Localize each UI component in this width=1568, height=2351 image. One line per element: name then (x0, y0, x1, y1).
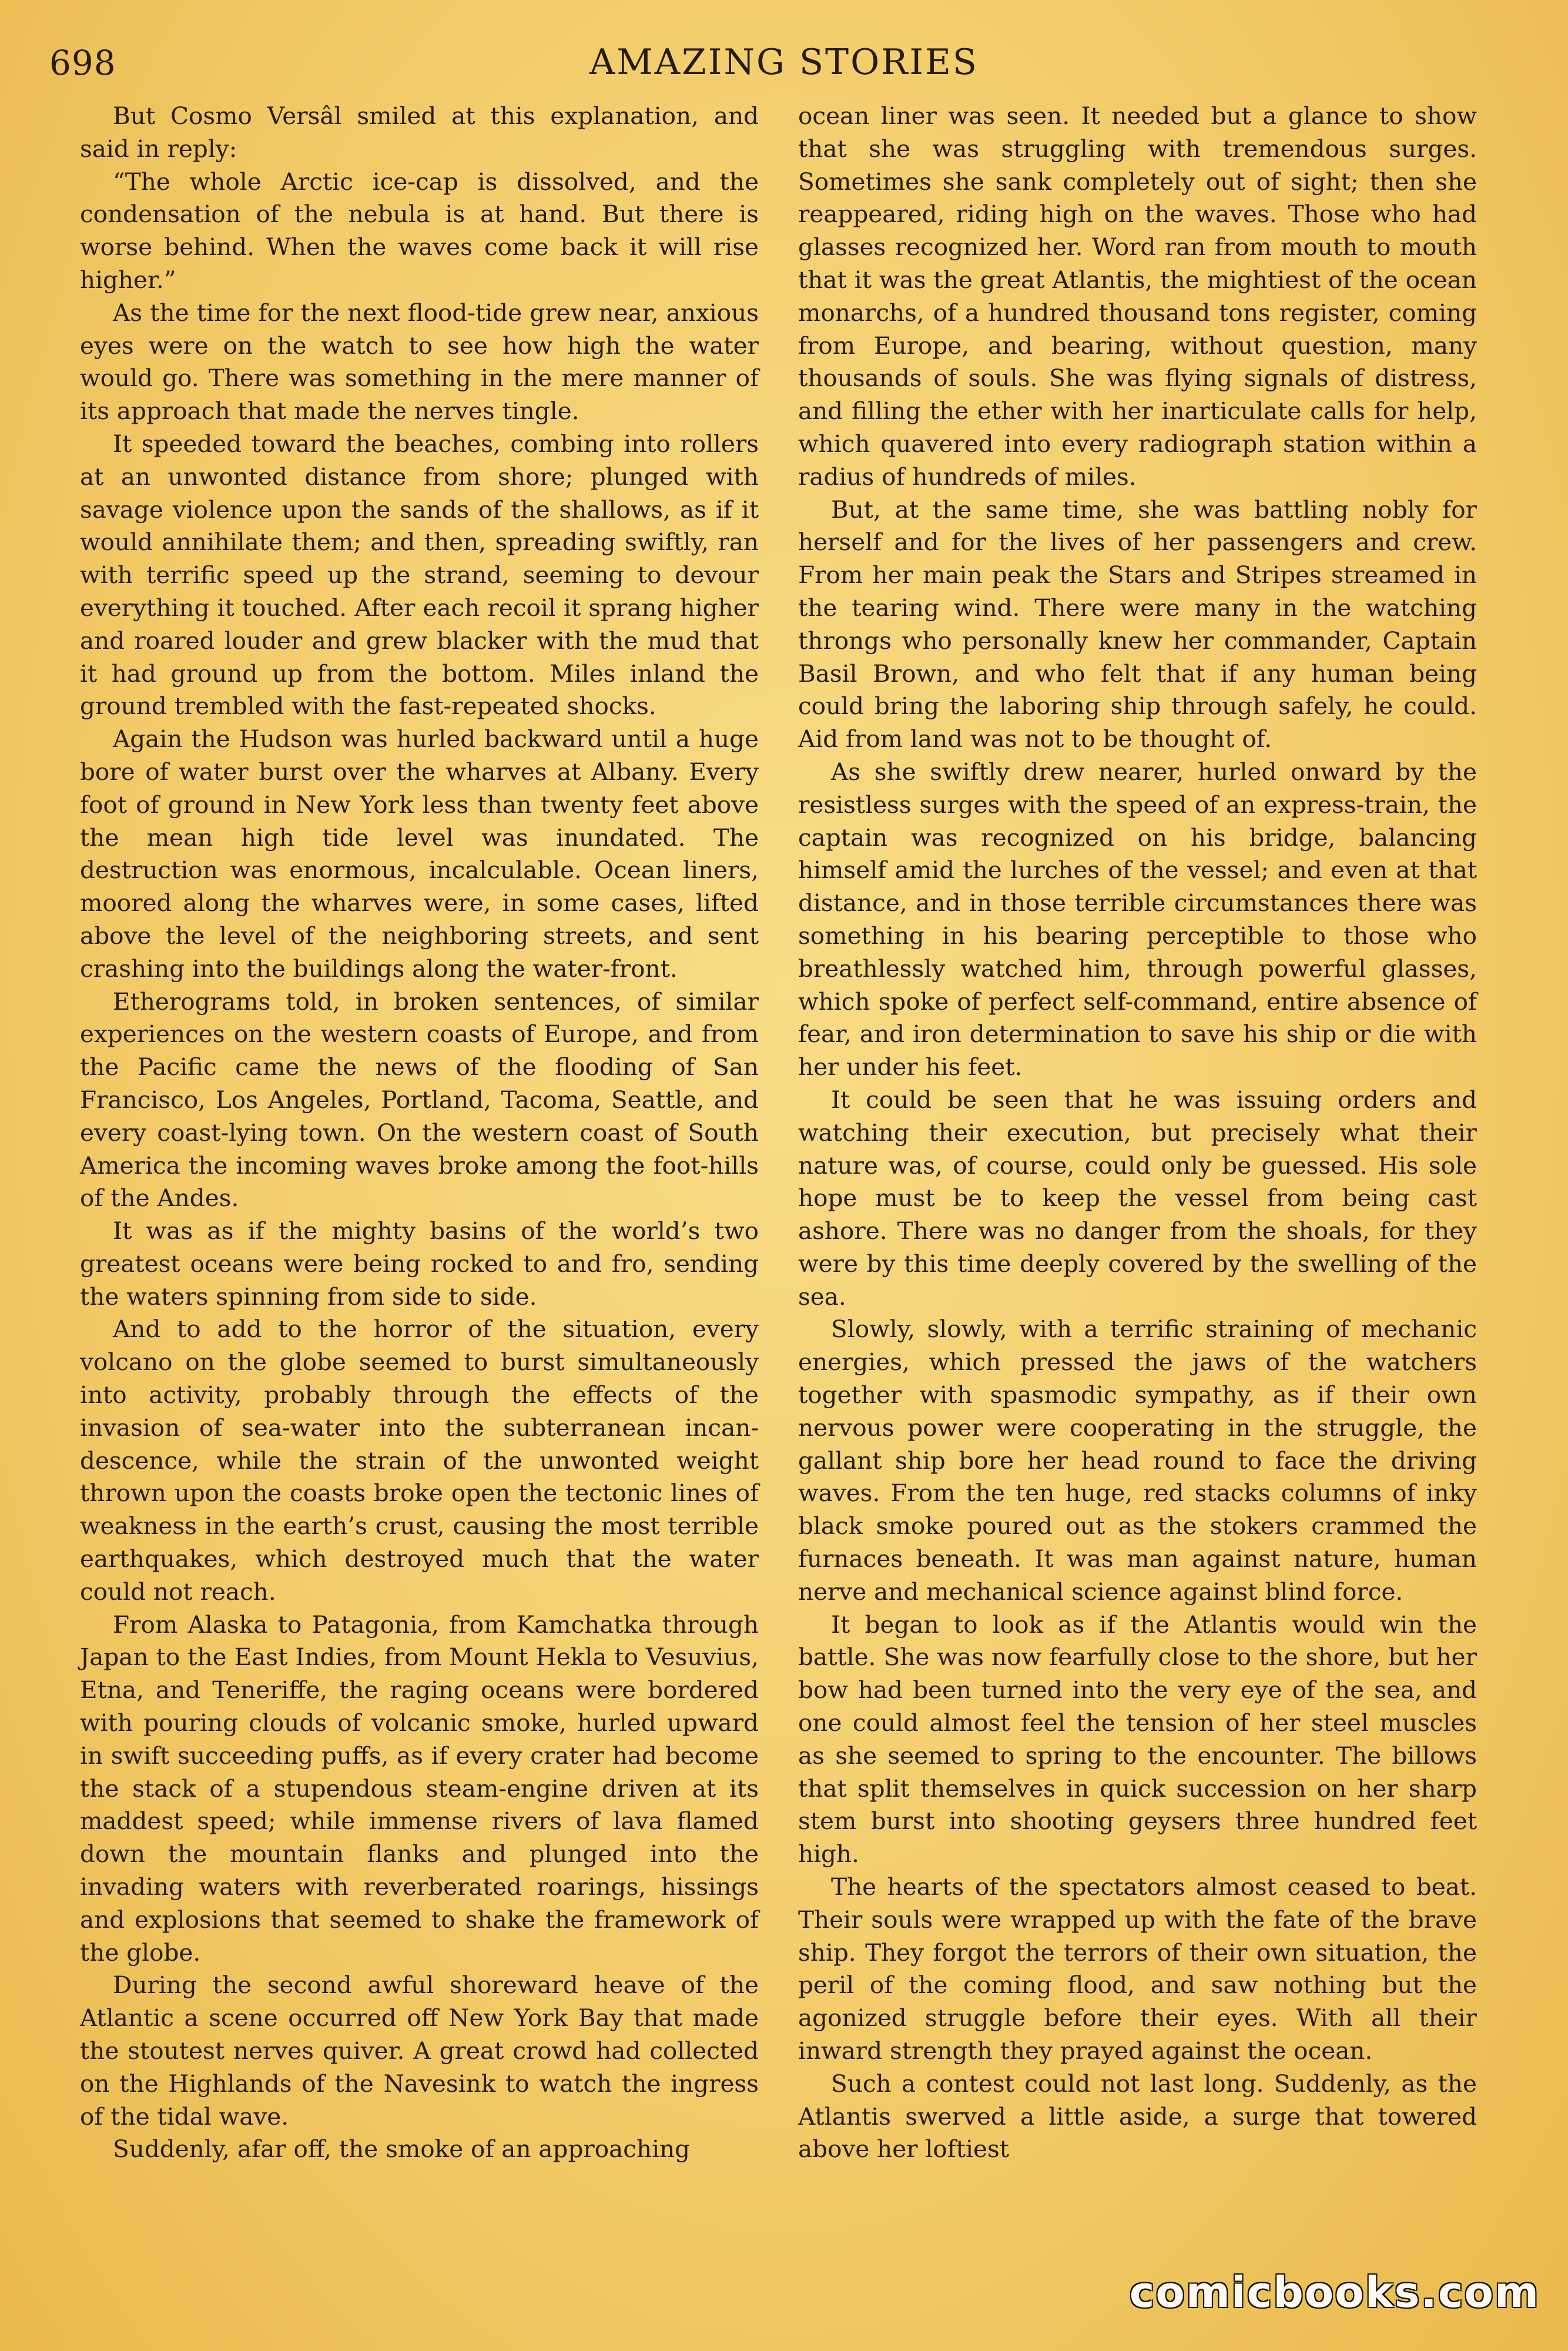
paragraph: Again the Hudson was hurled backward until a huge bore of water burst over the wharves at Albany. Every foot of ground in New York less than twenty feet above the mean high tide level was inundated. The destruction was enormous, incalculable. Ocean liners, moored along the wharves were, in some cases, lifted above the level of the neighboring streets, and sent crashing into the buildings along the water-front. (80, 725, 759, 983)
paragraph: Etherograms told, in broken sentences, of similar experiences on the western coasts of Europe, and from the Pacific came the news of the flooding of San Francisco, Los Angeles, Portland, Tacoma, Seattle, and every coast-lying town. On the western coast of South America the incoming waves broke among the foot-hills of the Andes. (80, 987, 759, 1213)
paragraph: As the time for the next flood-tide grew near, anxious eyes were on the watch to see how high the water would go. There was something in the mere manner of its approach that made the nerves tingle. (80, 298, 759, 426)
paragraph: It could be seen that he was issuing orders and watching their execution, but precisely what their nature was, of course, could only be guessed. His sole hope must be to keep the vessel from being cast ashore. There was no danger from the shoals, for they were by this time deeply covered by the swelling of the sea. (798, 1085, 1477, 1311)
page-number: 698 (49, 43, 116, 83)
right-column (798, 100, 1477, 2166)
running-head: AMAZING STORIES (589, 42, 979, 83)
left-column (80, 100, 759, 2166)
paragraph: It speeded toward the beaches, combing into rollers at an unwonted distance from shore; plunged with savage violence upon the sands of the shallows, as if it would annihilate them; and then, spreading swiftly, ran with terrific speed up the strand, seeming to devour everything it touched. After each recoil it sprang higher and roared louder and grew blacker with the mud that it had ground up from the bottom. Miles inland the ground trembled with the fast-repeated shocks. (80, 429, 759, 721)
paragraph: But, at the same time, she was battling nobly for herself and for the lives of her passengers and crew. From her main peak the Stars and Stripes streamed in the tearing wind. There were many in the watching throngs who personally knew her commander, Captain Basil Brown, and who felt that if any human being could bring the laboring ship through safely, he could. Aid from land was not to be thought of. (798, 495, 1477, 753)
paragraph: The hearts of the spectators almost ceased to beat. Their souls were wrapped up with the fate of the brave ship. They forgot the terrors of their own situation, the peril of the coming flood, and saw nothing but the agonized struggle before their eyes. With all their inward strength they prayed against the ocean. (798, 1873, 1477, 2065)
paragraph: As she swiftly drew nearer, hurled onward by the resistless surges with the speed of an express-train, the captain was recognized on his bridge, balancing himself amid the lurches of the vessel; and even at that distance, and in those terrible circumstances there was something in his bearing perceptible to those who breathlessly watched him, through powerful glasses, which spoke of perfect self-command, entire absence of fear, and iron determination to save his ship or die with her under his feet. (798, 757, 1477, 1081)
paragraph: Suddenly, afar off, the smoke of an approaching (113, 2135, 691, 2164)
paragraph: Slowly, slowly, with a terrific straining of mechanic energies, which pressed the jaws of the watchers together with spasmodic sympathy, as if their own nervous power were cooperating in the struggle, the gallant ship bore her head round to face the driving waves. From the ten huge, red stacks columns of inky black smoke poured out as the stokers crammed the furnaces beneath. It was man against nature, human nerve and mechanical science against blind force. (798, 1315, 1477, 1606)
paragraph: And to add to the horror of the situation, every volcano on the globe seemed to burst simultaneously into activity, probably through the effects of the invasion of sea-water into the subterranean incandescence, while the strain of the unwonted weight thrown upon the coasts broke open the tectonic lines of weakness in the earth’s crust, causing the most terrible earthquakes, which destroyed much that the water could not reach. (80, 1315, 759, 1606)
paragraph: “The whole Arctic ice-cap is dissolved, and the condensation of the nebula is at hand. But there is worse behind. When the waves come back it will rise higher.” (80, 167, 759, 294)
paragraph: Such a contest could not last long. Suddenly, as the Atlantis swerved a little aside, a surge that towered above her loftiest (798, 2069, 1477, 2164)
paragraph: It began to look as if the Atlantis would win the battle. She was now fearfully close to the shore, but her bow had been turned into the very eye of the sea, and one could almost feel the tension of her steel muscles as she seemed to spring to the encounter. The billows that split themselves in quick succession on her sharp stem burst into shooting geysers three hundred feet high. (798, 1610, 1477, 1868)
site-watermark: comicbooks.com (1129, 2268, 1540, 2317)
paragraph: From Alaska to Patagonia, from Kamchatka through Japan to the East Indies, from Mount Hekla to Vesuvius, Etna, and Teneriffe, the raging oceans were bordered with pouring clouds of volcanic smoke, hurled upward in swift succeeding puffs, as if every crater had become the stack of a stupendous steam-engine driven at its maddest speed; while immense rivers of lava flamed down the mountain flanks and plunged into the invading waters with reverberated roarings, hissings and explosions that seemed to shake the framework of the globe. (80, 1610, 759, 1967)
paragraph-continuation: ocean liner was seen. It needed but a glance to show that she was struggling with tremendous surges. Sometimes she sank completely out of sight; then she reappeared, riding high on the waves. Those who had glasses recognized her. Word ran from mouth to mouth that it was the great Atlantis, the mightiest of the ocean monarchs, of a hundred thousand tons register, coming from Europe, and bearing, without question, many thousands of souls. She was flying signals of distress, and filling the ether with her inarticulate calls for help, which quavered into every radiograph station within a radius of hundreds of miles. (798, 102, 1477, 491)
paragraph: But Cosmo Versâl smiled at this explanation, and said in reply: (80, 102, 759, 163)
paragraph: During the second awful shoreward heave of the Atlantic a scene occurred off New York Bay that made the stoutest nerves quiver. A great crowd had collected on the Highlands of the Navesink to watch the ingress of the tidal wave. (80, 1971, 759, 2131)
paragraph: It was as if the mighty basins of the world’s two greatest oceans were being rocked to and fro, sending the waters spinning from side to side. (80, 1217, 759, 1311)
